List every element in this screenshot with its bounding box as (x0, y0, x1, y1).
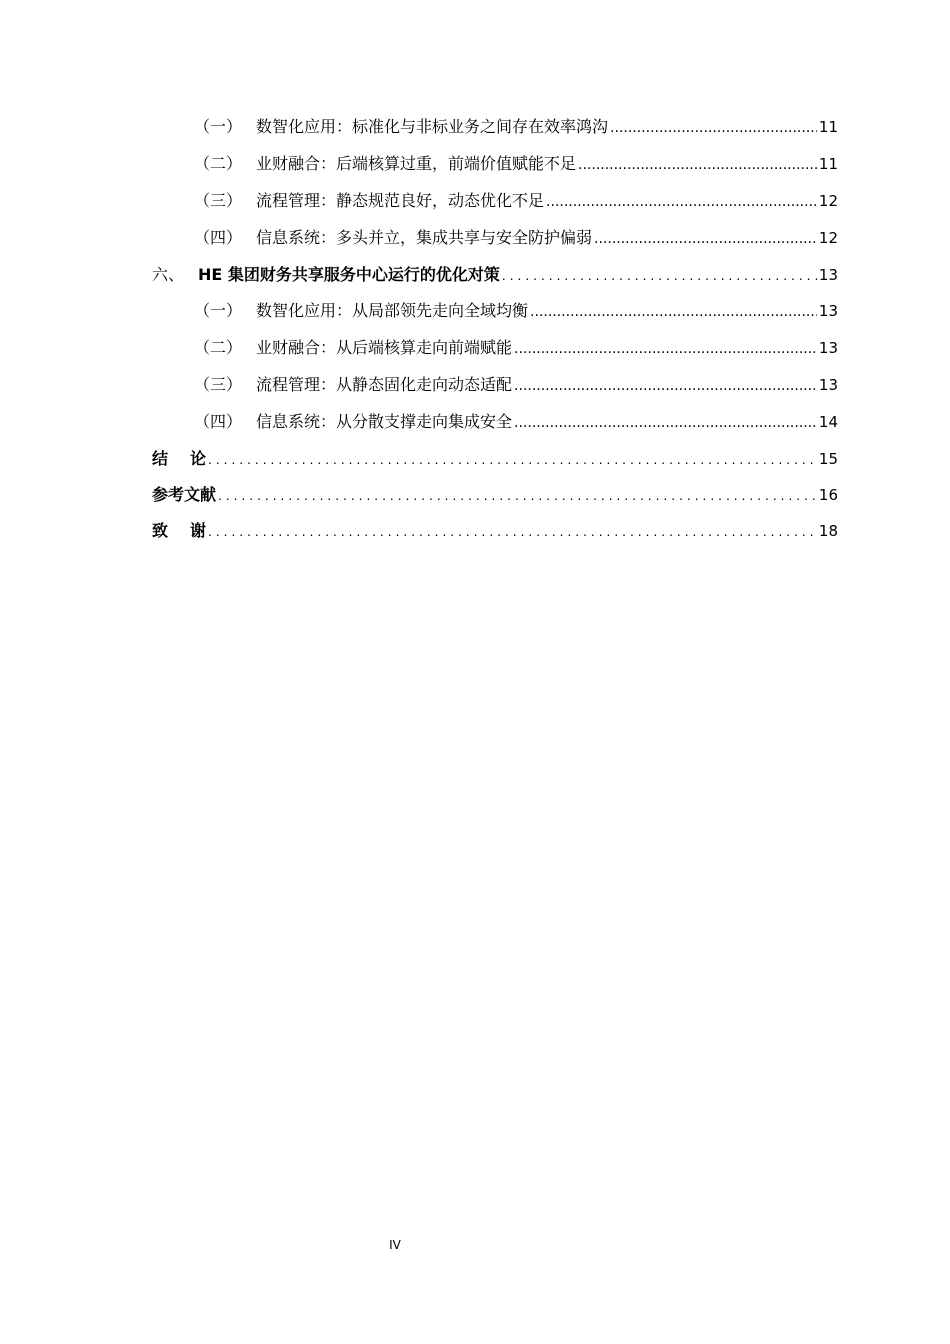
toc-entry-label: 数智化应用：标准化与非标业务之间存在效率鸿沟 (256, 117, 609, 136)
dot-leader (218, 483, 817, 509)
toc-entry-chapter[interactable] (152, 446, 838, 482)
table-of-contents (152, 114, 838, 554)
toc-entry-page: 12 (818, 229, 838, 247)
toc-entry[interactable] (152, 114, 838, 151)
dot-leader (208, 519, 817, 545)
toc-entry-label: 数智化应用：从局部领先走向全域均衡 (256, 301, 529, 320)
toc-entry-chapter[interactable] (152, 518, 838, 554)
toc-entry-label: HE 集团财务共享服务中心运行的优化对策 (198, 265, 500, 284)
toc-entry-label: 业财融合：后端核算过重，前端价值赋能不足 (256, 154, 577, 173)
toc-entry-label: 信息系统：从分散支撑走向集成安全 (256, 412, 513, 431)
toc-entry-page: 15 (818, 450, 838, 468)
toc-entry-number: （四） (194, 412, 243, 431)
toc-entry-page: 13 (818, 339, 838, 357)
toc-entry[interactable] (152, 409, 838, 446)
dot-leader (208, 447, 817, 473)
toc-entry[interactable] (152, 151, 838, 188)
dot-leader (502, 263, 817, 289)
toc-entry-chapter[interactable] (152, 262, 838, 298)
dot-leader (546, 189, 817, 215)
toc-entry[interactable] (152, 298, 838, 335)
toc-entry[interactable] (152, 335, 838, 372)
dot-leader (530, 299, 817, 325)
toc-entry-number: （二） (194, 338, 243, 357)
toc-entry-label: 流程管理：静态规范良好，动态优化不足 (256, 191, 545, 210)
toc-entry-label: 参考文献 (152, 485, 217, 504)
toc-entry-number: （一） (194, 117, 243, 136)
toc-entry-number: （二） (194, 154, 243, 173)
toc-entry-page: 13 (818, 376, 838, 394)
toc-entry-number: （三） (194, 191, 243, 210)
toc-entry[interactable] (152, 188, 838, 225)
dot-leader (578, 152, 817, 178)
toc-entry-page: 11 (818, 118, 838, 136)
toc-entry-number: （三） (194, 375, 243, 394)
dot-leader (594, 226, 817, 252)
toc-entry-page: 12 (818, 192, 838, 210)
toc-entry-label: 致谢 (152, 521, 229, 540)
dot-leader (514, 373, 817, 399)
toc-entry-page: 11 (818, 155, 838, 173)
toc-entry-chapter[interactable] (152, 482, 838, 518)
toc-entry-page: 18 (818, 522, 838, 540)
toc-entry[interactable] (152, 372, 838, 409)
toc-entry-number: 六、 (152, 265, 185, 284)
toc-entry-label: 业财融合：从后端核算走向前端赋能 (256, 338, 513, 357)
dot-leader (514, 336, 817, 362)
dot-leader (514, 410, 817, 436)
toc-entry-page: 14 (818, 413, 838, 431)
page-number-footer: IV (389, 1238, 401, 1252)
toc-entry-number: （一） (194, 301, 243, 320)
toc-entry[interactable] (152, 225, 838, 262)
toc-entry-page: 16 (818, 486, 838, 504)
toc-entry-number: （四） (194, 228, 243, 247)
dot-leader (610, 115, 817, 141)
toc-entry-label: 流程管理：从静态固化走向动态适配 (256, 375, 513, 394)
toc-entry-page: 13 (818, 302, 838, 320)
toc-entry-page: 13 (818, 266, 838, 284)
toc-entry-label: 结论 (152, 449, 229, 468)
toc-entry-label: 信息系统：多头并立，集成共享与安全防护偏弱 (256, 228, 593, 247)
